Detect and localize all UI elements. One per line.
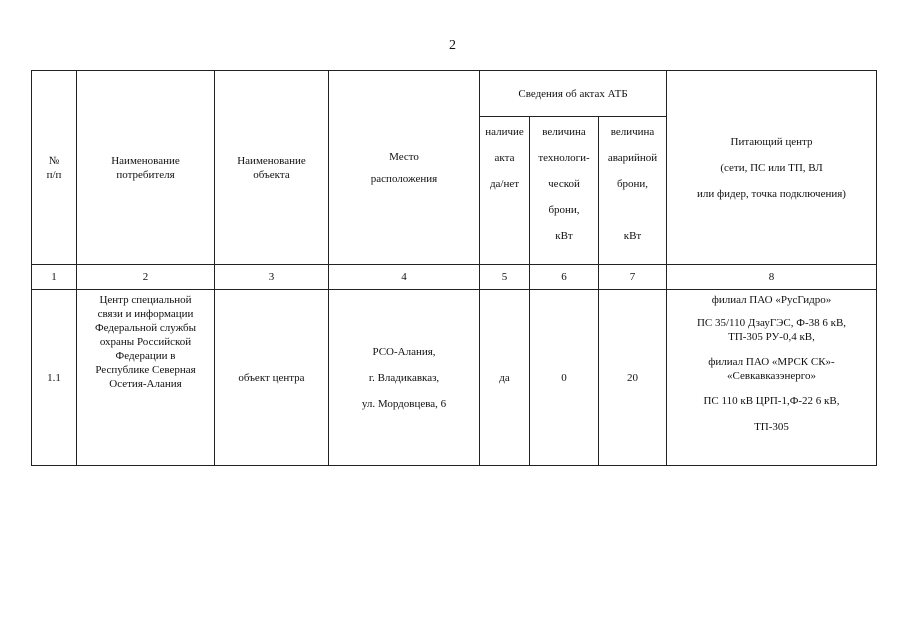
- column-number: 7: [599, 265, 667, 290]
- emergency-reserve-value: 20: [599, 290, 667, 466]
- row-number: 1.1: [32, 290, 77, 466]
- header-emergency-reserve: величина аварийной брони, кВт: [599, 117, 667, 265]
- header-consumer: Наименование потребителя: [77, 71, 215, 265]
- header-object: Наименование объекта: [215, 71, 329, 265]
- header-presence: наличие акта да/нет: [480, 117, 530, 265]
- act-presence: да: [480, 290, 530, 466]
- column-number: 5: [480, 265, 530, 290]
- header-tech-reserve: величина технологи- ческой брони, кВт: [530, 117, 599, 265]
- object-name: объект центра: [215, 290, 329, 466]
- location: РСО-Алания, г. Владикавказ, ул. Мордовцева, 6: [329, 290, 480, 466]
- column-number: 4: [329, 265, 480, 290]
- header-num: № п/п: [32, 71, 77, 265]
- column-number-row: [32, 265, 877, 290]
- page-number: 2: [449, 38, 456, 53]
- column-number: 3: [215, 265, 329, 290]
- reserve-table: [31, 70, 877, 466]
- column-number: 2: [77, 265, 215, 290]
- power-center: филиал ПАО «РусГидро» ПС 35/110 ДзауГЭС, Ф-38 6 кВ, ТП-305 РУ-0,4 кВ, филиал ПАО «МРСК СК»- «Севкавказэнерго» ПС 110 кВ ЦРП-1,Ф-22 6 кВ, ТП-305: [667, 290, 877, 466]
- header-location: Место расположения: [329, 71, 480, 265]
- column-number: 8: [667, 265, 877, 290]
- table-row: [32, 290, 877, 466]
- header-power-center: Питающий центр (сети, ПС или ТП, ВЛ или фидер, точка подключения): [667, 71, 877, 265]
- column-number: 1: [32, 265, 77, 290]
- consumer-name: Центр специальной связи и информации Федеральной службы охраны Российской Федерации в Республике Северная Осетия-Алания: [77, 290, 215, 466]
- header-row-1: [32, 71, 877, 117]
- header-atb-group: Сведения об актах АТБ: [480, 71, 667, 117]
- column-number: 6: [530, 265, 599, 290]
- tech-reserve-value: 0: [530, 290, 599, 466]
